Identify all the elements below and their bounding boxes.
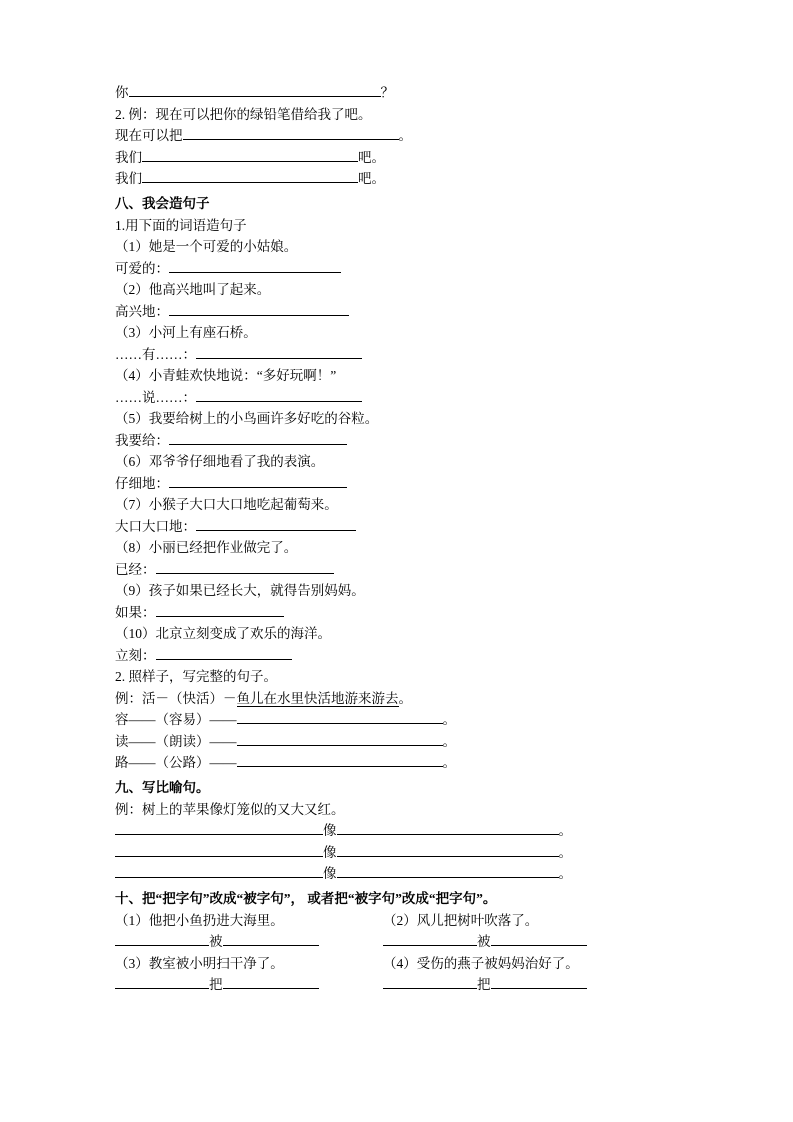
blank-fill[interactable] xyxy=(169,430,347,445)
section-8-example xyxy=(115,688,715,710)
question-text: （4）受伤的燕子被妈妈治好了。 xyxy=(383,955,579,971)
question-text: （3）教室被小明扫干净了。 xyxy=(115,955,284,971)
blank-fill[interactable] xyxy=(237,709,443,724)
blank-fill[interactable] xyxy=(337,842,559,857)
blank-fill[interactable] xyxy=(183,125,399,140)
blank-fill[interactable] xyxy=(129,82,381,97)
question-item xyxy=(115,580,715,602)
question-item xyxy=(115,236,715,258)
row-mid: 像 xyxy=(323,844,337,860)
row-mid: 把 xyxy=(477,977,491,992)
answer-row xyxy=(383,931,683,953)
top-line-4 xyxy=(115,147,715,169)
top-line-5-suffix: 吧。 xyxy=(358,171,385,186)
answer-row xyxy=(115,602,715,624)
row-mid: 像 xyxy=(323,823,337,838)
question-text: （1）他把小鱼扔进大海里。 xyxy=(115,912,284,928)
top-line-1 xyxy=(115,82,715,104)
answer-row xyxy=(115,863,715,885)
answer-row xyxy=(115,645,715,667)
blank-fill[interactable] xyxy=(196,344,362,359)
question-text: （2）他高兴地叫了起来。 xyxy=(115,282,271,297)
blank-fill[interactable] xyxy=(169,473,347,488)
top-line-3-suffix: 。 xyxy=(398,128,412,143)
question-text: （2）风儿把树叶吹落了。 xyxy=(383,912,539,928)
question-text: （7）小猴子大口大口地吃起葡萄来。 xyxy=(115,497,338,512)
row-mid: 被 xyxy=(209,934,223,949)
blank-fill[interactable] xyxy=(156,559,334,574)
answer-row xyxy=(115,559,715,581)
row-mid: 被 xyxy=(477,934,491,949)
answer-key: 如果： xyxy=(115,604,156,620)
answer-row xyxy=(115,709,715,731)
top-line-5-prefix: 我们 xyxy=(115,171,142,186)
answer-row xyxy=(115,842,715,864)
question-text: （9）孩子如果已经长大，就得告别妈妈。 xyxy=(115,583,365,598)
answer-row xyxy=(115,516,715,538)
blank-fill[interactable] xyxy=(337,863,559,878)
answer-row xyxy=(115,974,383,996)
blank-fill[interactable] xyxy=(383,931,477,946)
top-line-1-suffix: ？ xyxy=(380,85,394,100)
row-prefix: 读——（朗读）—— xyxy=(115,733,237,749)
question-text: （6）邓爷爷仔细地看了我的表演。 xyxy=(115,454,325,469)
answer-row xyxy=(115,301,715,323)
question-text: （1）她是一个可爱的小姑娘。 xyxy=(115,239,298,254)
answer-row xyxy=(115,931,383,953)
question-text: （8）小丽已经把作业做完了。 xyxy=(115,540,298,555)
question-text: （5）我要给树上的小鸟画许多好吃的谷粒。 xyxy=(115,411,379,426)
question-item xyxy=(115,279,715,301)
question-item xyxy=(115,494,715,516)
blank-fill[interactable] xyxy=(115,820,323,835)
blank-fill[interactable] xyxy=(115,842,323,857)
section-9-heading: 九、写比喻句。 xyxy=(115,779,210,795)
top-line-5 xyxy=(115,168,715,190)
top-line-4-prefix: 我们 xyxy=(115,149,142,165)
row-prefix: 路——（公路）—— xyxy=(115,755,237,770)
question-text: （4）小青蛙欢快地说：“多好玩啊！” xyxy=(115,368,337,383)
blank-fill[interactable] xyxy=(142,168,358,183)
blank-fill[interactable] xyxy=(237,731,443,746)
answer-key: 立刻： xyxy=(115,647,156,663)
section-8-sub2: 2. 照样子，写完整的句子。 xyxy=(115,669,277,684)
row-mid: 把 xyxy=(209,977,223,992)
blank-fill[interactable] xyxy=(115,863,323,878)
question-text: （3）小河上有座石桥。 xyxy=(115,325,257,340)
row-suffix: 。 xyxy=(558,866,572,881)
answer-key: 已经： xyxy=(115,561,156,577)
blank-fill[interactable] xyxy=(115,931,209,946)
section-10-question-row-1 xyxy=(115,910,715,932)
blank-fill[interactable] xyxy=(491,974,587,989)
blank-fill[interactable] xyxy=(196,387,362,402)
answer-row xyxy=(115,344,715,366)
top-line-2: 2. 例：现在可以把你的绿铅笔借给我了吧。 xyxy=(115,106,372,122)
answer-key: ……说……： xyxy=(115,389,196,405)
question-item xyxy=(115,408,715,430)
row-suffix: 。 xyxy=(442,712,456,727)
top-line-3-prefix: 现在可以把 xyxy=(115,128,183,143)
blank-fill[interactable] xyxy=(115,974,209,989)
answer-key: 仔细地： xyxy=(115,475,169,491)
answer-key: 我要给： xyxy=(115,432,169,448)
blank-fill[interactable] xyxy=(383,974,477,989)
question-item xyxy=(115,322,715,344)
question-text: （10）北京立刻变成了欢乐的海洋。 xyxy=(115,626,331,641)
row-suffix: 。 xyxy=(558,844,572,860)
section-10-question-row-2 xyxy=(115,953,715,975)
row-suffix: 。 xyxy=(558,823,572,838)
row-prefix: 容——（容易）—— xyxy=(115,712,237,727)
section-10-answer-row-2 xyxy=(115,974,715,996)
answer-row xyxy=(115,820,715,842)
question-item xyxy=(115,623,715,645)
section-10-heading: 十、把“把字句”改成“被字句”， 或者把“被字句”改成“把字句”。 xyxy=(115,890,497,906)
section-8-heading: 八、我会造句子 xyxy=(115,195,210,211)
section-8-sub1: 1.用下面的词语造句子 xyxy=(115,217,247,233)
blank-fill[interactable] xyxy=(142,147,358,162)
answer-row xyxy=(383,974,683,996)
top-line-3 xyxy=(115,125,715,147)
answer-row xyxy=(115,752,715,774)
question-item xyxy=(115,537,715,559)
blank-fill[interactable] xyxy=(156,602,284,617)
example-underlined: 鱼儿在水里快活地游来游去 xyxy=(236,690,399,706)
blank-fill[interactable] xyxy=(337,820,559,835)
answer-row xyxy=(115,731,715,753)
blank-fill[interactable] xyxy=(237,752,443,767)
section-10-answer-row-1 xyxy=(115,931,715,953)
blank-fill[interactable] xyxy=(223,974,319,989)
answer-key: 高兴地： xyxy=(115,303,169,319)
answer-key: 可爱的： xyxy=(115,260,169,276)
blank-fill[interactable] xyxy=(196,516,356,531)
answer-key: ……有……： xyxy=(115,346,196,362)
answer-row xyxy=(115,430,715,452)
example-prefix: 例：活－（快活）－ xyxy=(115,690,237,706)
question-item xyxy=(115,365,715,387)
blank-fill[interactable] xyxy=(223,931,319,946)
top-line-4-suffix: 吧。 xyxy=(358,149,385,165)
answer-row xyxy=(115,473,715,495)
row-suffix: 。 xyxy=(442,755,456,770)
blank-fill[interactable] xyxy=(169,301,349,316)
example-suffix: 。 xyxy=(398,690,412,706)
blank-fill[interactable] xyxy=(491,931,587,946)
answer-row xyxy=(115,387,715,409)
answer-key: 大口大口地： xyxy=(115,518,196,534)
row-mid: 像 xyxy=(323,866,337,881)
top-line-1-prefix: 你 xyxy=(115,85,129,100)
blank-fill[interactable] xyxy=(169,258,341,273)
question-item xyxy=(115,451,715,473)
row-suffix: 。 xyxy=(442,733,456,749)
answer-row xyxy=(115,258,715,280)
blank-fill[interactable] xyxy=(156,645,292,660)
section-9-example: 例：树上的苹果像灯笼似的又大又红。 xyxy=(115,801,345,817)
